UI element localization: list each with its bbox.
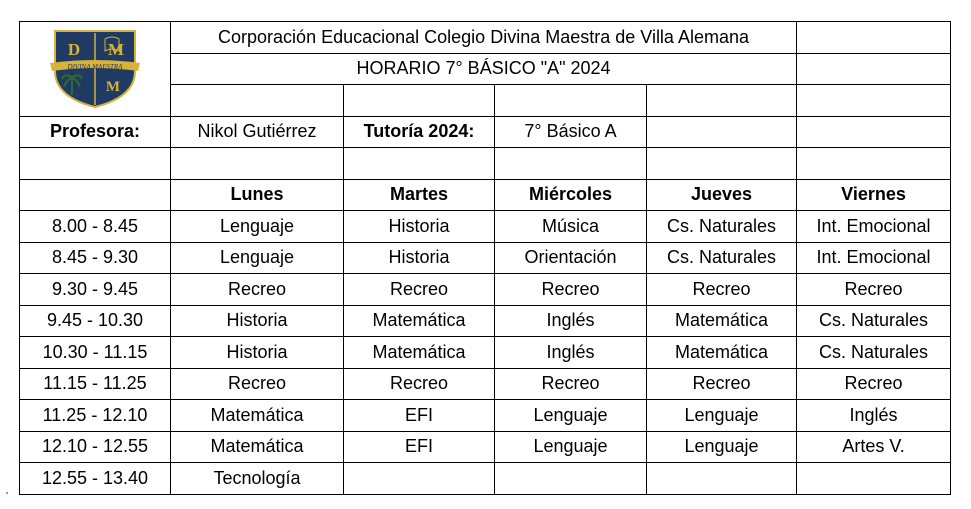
class-cell: Cs. Naturales: [647, 211, 797, 243]
day-header-lunes: Lunes: [171, 179, 344, 211]
table-row: [20, 211, 951, 243]
table-row: [20, 242, 951, 274]
class-cell: Artes V.: [797, 431, 951, 463]
day-header-miercoles: Miércoles: [495, 179, 647, 211]
class-cell: [344, 463, 495, 495]
table-row: [20, 463, 951, 495]
class-cell: Recreo: [797, 368, 951, 400]
class-cell: Lenguaje: [495, 400, 647, 432]
time-slot: 12.10 - 12.55: [20, 431, 171, 463]
class-cell: Lenguaje: [171, 211, 344, 243]
class-cell: Matemática: [647, 305, 797, 337]
table-row: [20, 337, 951, 369]
class-cell: Cs. Naturales: [797, 337, 951, 369]
institution-name: Corporación Educacional Colegio Divina Maestra de Villa Alemana: [171, 22, 797, 54]
empty-cell: [647, 116, 797, 148]
class-cell: Inglés: [797, 400, 951, 432]
crest-letter-d: D: [67, 39, 81, 59]
tutoring-label: Tutoría 2024:: [344, 116, 495, 148]
empty-cell: [797, 53, 951, 85]
class-cell: Recreo: [647, 274, 797, 306]
table-row: [20, 431, 951, 463]
empty-cell: [797, 85, 951, 117]
time-slot: 8.00 - 8.45: [20, 211, 171, 243]
class-cell: Matemática: [344, 337, 495, 369]
empty-cell: [20, 148, 171, 180]
class-cell: Recreo: [495, 368, 647, 400]
class-cell: Inglés: [495, 305, 647, 337]
class-cell: Lenguaje: [495, 431, 647, 463]
day-header-jueves: Jueves: [647, 179, 797, 211]
empty-cell: [171, 85, 344, 117]
empty-cell: [171, 148, 344, 180]
crest-letter-m-lower: M: [105, 78, 121, 95]
class-cell: Recreo: [495, 274, 647, 306]
class-cell: Matemática: [647, 337, 797, 369]
class-cell: Historia: [171, 305, 344, 337]
empty-cell: [20, 179, 171, 211]
table-row: [20, 274, 951, 306]
empty-cell: [344, 85, 495, 117]
crest-letter-m: M: [107, 39, 125, 59]
class-cell: Matemática: [344, 305, 495, 337]
school-crest-logo: [50, 29, 140, 109]
class-cell: Historia: [344, 242, 495, 274]
time-slot: 11.25 - 12.10: [20, 400, 171, 432]
logo-cell: [20, 22, 171, 117]
class-cell: Historia: [344, 211, 495, 243]
tutoring-value: 7° Básico A: [495, 116, 647, 148]
empty-cell: [797, 148, 951, 180]
table-row: [20, 400, 951, 432]
day-header-viernes: Viernes: [797, 179, 951, 211]
class-cell: [495, 463, 647, 495]
class-cell: Historia: [171, 337, 344, 369]
class-cell: Int. Emocional: [797, 242, 951, 274]
table-row: [20, 368, 951, 400]
header-row-1: [20, 22, 951, 54]
empty-cell: [797, 22, 951, 54]
class-cell: Recreo: [171, 274, 344, 306]
stray-dot: [6, 492, 8, 494]
class-cell: [797, 463, 951, 495]
class-cell: Orientación: [495, 242, 647, 274]
teacher-label: Profesora:: [20, 116, 171, 148]
teacher-name: Nikol Gutiérrez: [171, 116, 344, 148]
class-cell: Cs. Naturales: [647, 242, 797, 274]
empty-cell: [647, 85, 797, 117]
class-cell: Cs. Naturales: [797, 305, 951, 337]
time-slot: 9.45 - 10.30: [20, 305, 171, 337]
class-cell: Inglés: [495, 337, 647, 369]
class-cell: [647, 463, 797, 495]
class-cell: Recreo: [344, 274, 495, 306]
empty-cell: [495, 85, 647, 117]
info-row: [20, 116, 951, 148]
class-cell: Int. Emocional: [797, 211, 951, 243]
table-row: [20, 305, 951, 337]
schedule-title: HORARIO 7° BÁSICO "A" 2024: [171, 53, 797, 85]
time-slot: 11.15 - 11.25: [20, 368, 171, 400]
class-cell: Lenguaje: [647, 431, 797, 463]
day-header-martes: Martes: [344, 179, 495, 211]
class-cell: Matemática: [171, 400, 344, 432]
class-cell: EFI: [344, 431, 495, 463]
class-cell: Música: [495, 211, 647, 243]
empty-cell: [647, 148, 797, 180]
class-cell: Matemática: [171, 431, 344, 463]
class-cell: Recreo: [797, 274, 951, 306]
day-header-row: [20, 179, 951, 211]
crest-icon: [50, 29, 140, 109]
empty-cell: [344, 148, 495, 180]
schedule-sheet: [19, 21, 951, 495]
time-slot: 12.55 - 13.40: [20, 463, 171, 495]
crest-banner-text: DIVINA MAESTRA: [67, 62, 123, 71]
time-slot: 10.30 - 11.15: [20, 337, 171, 369]
class-cell: Recreo: [171, 368, 344, 400]
class-cell: Lenguaje: [171, 242, 344, 274]
class-cell: EFI: [344, 400, 495, 432]
blank-row-2: [20, 148, 951, 180]
class-cell: Lenguaje: [647, 400, 797, 432]
time-slot: 9.30 - 9.45: [20, 274, 171, 306]
time-slot: 8.45 - 9.30: [20, 242, 171, 274]
class-cell: Recreo: [344, 368, 495, 400]
class-cell: Tecnología: [171, 463, 344, 495]
empty-cell: [797, 116, 951, 148]
class-cell: Recreo: [647, 368, 797, 400]
empty-cell: [495, 148, 647, 180]
